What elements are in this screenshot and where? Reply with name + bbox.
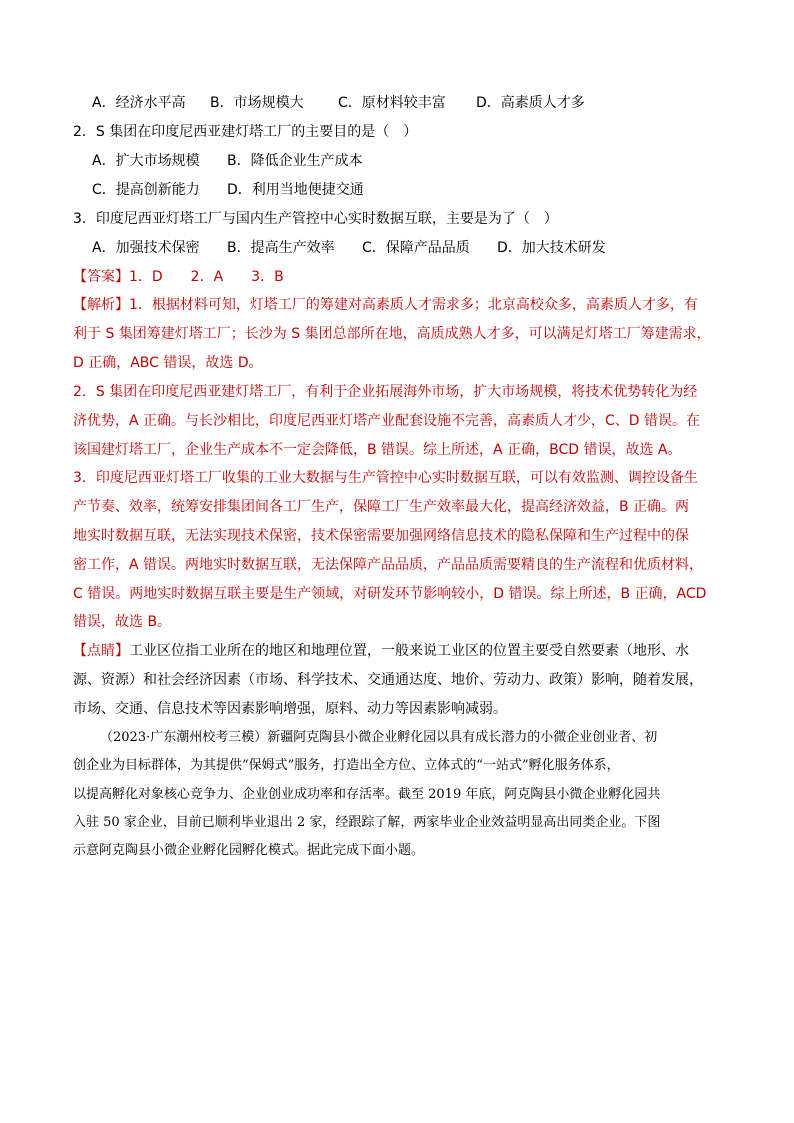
tip-tag: 【点睛】 [73,643,129,659]
q2-stem: 2．S 集团在印度尼西亚建灯塔工厂的主要目的是（ ） [73,124,418,140]
analysis-p3-line-2: 产节奏、效率，统筹安排集团间各工厂生产，保障工厂生产效率最大化，提高经济效益，B 正确。两 [73,499,690,515]
q3-option-b: B．提高生产效率 [227,240,335,256]
q2-option-b: B．降低企业生产成本 [227,153,363,169]
tip-text-line-2: 源、资源）和社会经济因素（市场、科学技术、交通通达度、地价、劳动力、政策）影响，随着发展， [73,672,703,688]
passage-line-4: 入驻 50 家企业，目前已顺利毕业退出 2 家，经跟踪了解，两家毕业企业效益明显高出同类企业。下图 [73,815,661,830]
passage-line-3: 以提高孵化对象核心竞争力、企业创业成功率和存活率。截至 2019 年底，阿克陶县小微企业孵化园共 [73,787,661,802]
answer-line [73,267,284,287]
passage-line-1: （2023·广东潮州校考三模）新疆阿克陶县小微企业孵化园以具有成长潜力的小微企业创业者、初 [100,730,658,745]
analysis-p3-line-5: C 错误。两地实时数据互联主要是生产领域，对研发环节影响较小，D 错误。综上所述，B 正确，ACD [73,586,707,602]
analysis-p3-line-1: 3．印度尼西亚灯塔工厂收集的工业大数据与生产管控中心实时数据互联，可以有效监测、调控设备生 [73,470,698,486]
q1-option-b: B．市场规模大 [210,95,304,111]
q3-option-d: D．加大技术研发 [497,240,606,256]
tip-line-1 [73,641,689,661]
analysis-p1-line-2: 利于 S 集团筹建灯塔工厂；长沙为 S 集团总部所在地，高质成熟人才多，可以满足灯塔工厂筹建需求， [73,326,711,342]
passage-line-5: 示意阿克陶县小微企业孵化园孵化模式。据此完成下面小题。 [73,843,425,858]
q2-options-row2 [92,180,364,200]
analysis-p1-line-3: D 正确，ABC 错误，故选 D。 [73,355,263,371]
tip-text-line-1: 工业区位指工业所在的地区和地理位置，一般来说工业区的位置主要受自然要素（地形、水 [129,643,689,659]
q2-option-c: C．提高创新能力 [92,182,200,198]
q3-options [92,238,606,258]
analysis-tag: 【解析】 [73,297,129,313]
tip-text-line-3: 市场、交通、信息技术等因素影响增强，原料、动力等因素影响减弱。 [73,701,507,717]
analysis-line-1 [73,295,698,315]
analysis-p2-line-3: 该国建灯塔工厂，企业生产成本不一定会降低，B 错误。综上所述，A 正确，BCD 错误，故选 A。 [73,442,682,458]
answer-text: 1．D 2．A 3．B [129,269,284,285]
analysis-p1-line-1: 1．根据材料可知，灯塔工厂的筹建对高素质人才需求多；北京高校众多，高素质人才多，有 [129,297,698,313]
answer-tag: 【答案】 [73,269,129,285]
analysis-p3-line-4: 密工作，A 错误。两地实时数据互联，无法保障产品品质，产品品质需要精良的生产流程和优质材料， [73,557,704,573]
q3-option-a: A．加强技术保密 [92,240,200,256]
q2-option-a: A．扩大市场规模 [92,153,200,169]
analysis-p3-line-3: 地实时数据互联，无法实现技术保密，技术保密需要加强网络信息技术的隐私保障和生产过程中的保 [73,528,689,544]
q3-option-c: C．保障产品品质 [362,240,470,256]
passage-line-2: 创企业为目标群体，为其提供“保姆式”服务，打造出全方位、立体式的“一站式”孵化服务体系， [73,758,620,773]
q1-options [92,93,585,113]
q1-option-c: C．原材料较丰富 [338,95,446,111]
analysis-p3-line-6: 错误，故选 B。 [73,614,172,630]
analysis-p2-line-1: 2．S 集团在印度尼西亚建灯塔工厂，有利于企业拓展海外市场，扩大市场规模，将技术优势转化为经 [73,384,698,400]
q2-options-row1 [92,151,363,171]
q3-stem: 3．印度尼西亚灯塔工厂与国内生产管控中心实时数据互联，主要是为了（ ） [73,211,558,227]
q1-option-d: D．高素质人才多 [476,95,585,111]
q2-option-d: D．利用当地便捷交通 [227,182,364,198]
q1-option-a: A．经济水平高 [92,95,186,111]
analysis-p2-line-2: 济优势，A 正确。与长沙相比，印度尼西亚灯塔产业配套设施不完善，高素质人才少，C、D 错误。在 [73,413,701,429]
